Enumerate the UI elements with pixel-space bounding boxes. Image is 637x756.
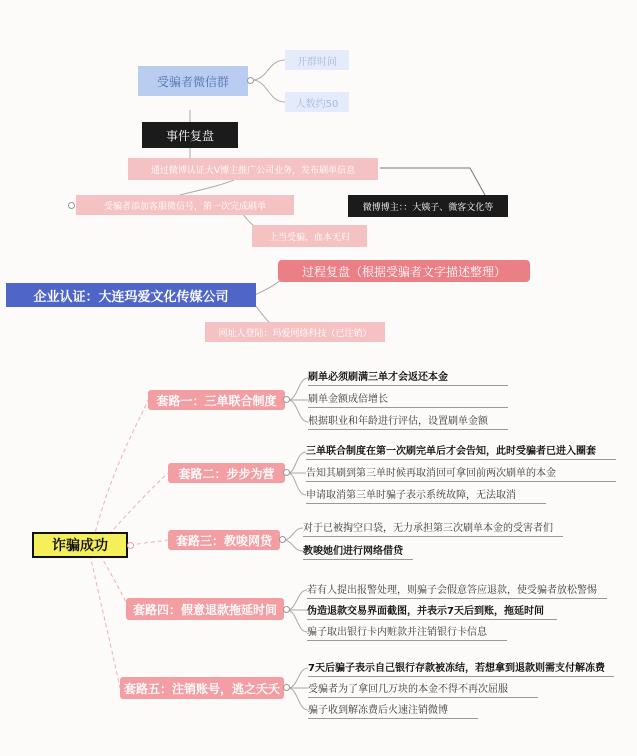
process-review-node: 过程复盘（根据受骗者文字描述整理）: [278, 260, 530, 282]
strategy-2-item-2: 告知其刷到第三单时候再取消回可拿回前两次刷单的本金: [306, 462, 616, 482]
strategy-5-item-1: 7天后骗子表示自己银行存款被冻结，若想拿到退款则需支付解冻费: [308, 657, 614, 677]
strategy-3-dot[interactable]: [279, 536, 286, 543]
victim-sub-node-2: 人数约50: [285, 92, 349, 112]
strategy-5-item-2: 受骗者为了拿回几万块的本金不得不再次屈服: [308, 678, 538, 698]
strategy-node-3: 套路三：教唆网贷: [168, 530, 280, 550]
strategy-3-item-1: 对于已被掏空口袋，无力承担第三次刷单本金的受害者们: [303, 517, 563, 537]
flow-node-2: 受骗者添加客服微信号，第一次完成刷单: [76, 195, 294, 215]
strategy-1-item-3: 根据职业和年龄进行评估，设置刷单金额: [308, 410, 508, 430]
strategy-node-1: 套路一：三单联合制度: [148, 390, 285, 410]
strategy-4-item-1: 若有人提出报警处理，则骗子会假意答应退款，使受骗者放松警惕: [307, 579, 607, 599]
strategy-3-item-2: 教唆她们进行网络借贷: [303, 540, 413, 560]
strategy-1-item-2: 刷单金额成倍增长: [308, 388, 508, 408]
strategy-2-item-1: 三单联合制度在第一次刷完单后才会告知，此时受骗者已进入圈套: [306, 440, 616, 460]
strategy-4-dot[interactable]: [283, 606, 290, 613]
corp-cert-node: 企业认证：大连玛爱文化传媒公司: [6, 283, 256, 307]
strategy-node-4: 套路四：假意退款拖延时间: [126, 598, 284, 620]
root-node-fraud-success: 诈骗成功: [32, 532, 128, 558]
strategy-5-item-3: 骗子收到解冻费后火速注销微博: [308, 699, 478, 719]
strategy-4-item-3: 骗子取出银行卡内赃款并注销银行卡信息: [307, 621, 507, 641]
strategy-1-dot[interactable]: [283, 396, 290, 403]
strategy-5-dot[interactable]: [283, 684, 290, 691]
victim-group-expand-dot[interactable]: [247, 77, 254, 84]
legal-person-node: 网址人登陆：玛爱网络科技（已注销）: [205, 322, 385, 342]
strategy-2-dot[interactable]: [283, 469, 290, 476]
flow-node-3: 上当受骗，血本无归: [252, 225, 367, 247]
victim-sub-node-1: 开群时间: [285, 50, 349, 70]
strategy-2-item-3: 申请取消第三单时骗子表示系统故障，无法取消: [306, 484, 546, 504]
root-expand-dot[interactable]: [127, 542, 134, 549]
event-review-node: 事件复盘: [142, 122, 238, 148]
strategy-node-2: 套路二：步步为营: [168, 463, 285, 483]
flow-node-2-dot[interactable]: [68, 202, 75, 209]
strategy-4-item-2: 伪造退款交易界面截图，并表示7天后到账，拖延时间: [307, 600, 557, 620]
strategy-node-5: 套路五：注销账号，逃之夭夭: [120, 677, 284, 699]
strategy-1-item-1: 刷单必须刷满三单才会返还本金: [308, 366, 508, 386]
weibo-blogger-node: 微博博主：：大姨子、微客文化等: [348, 195, 508, 217]
victim-group-node: 受骗者微信群: [138, 66, 248, 96]
flow-node-1: 通过微博认证大V博主推广公司业务，发布刷单信息: [128, 158, 378, 180]
